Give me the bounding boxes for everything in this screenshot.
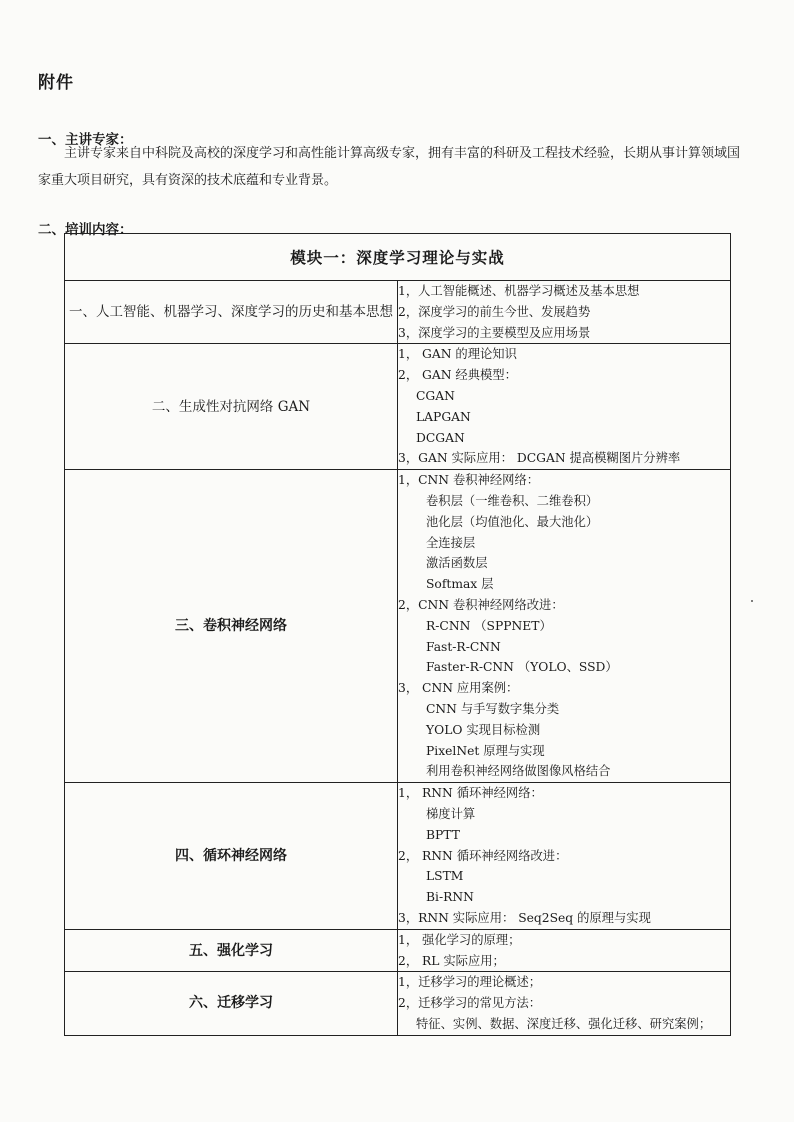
table-row <box>65 972 731 1035</box>
detail-line: CNN 与手写数字集分类 <box>426 701 560 716</box>
detail-line: 2， GAN 经典模型： <box>398 368 517 383</box>
topic-cell: 一、人工智能、机器学习、深度学习的历史和基本思想 <box>65 281 398 344</box>
detail-line: 激活函数层 <box>426 556 488 571</box>
detail-line: Fast-R-CNN <box>426 639 501 654</box>
detail-cell <box>398 344 731 470</box>
detail-line: 3，RNN 实际应用： Seq2Seq 的原理与实现 <box>398 910 651 925</box>
topic-cell: 六、迁移学习 <box>65 972 398 1035</box>
detail-line: 2，迁移学习的常见方法： <box>398 996 542 1011</box>
detail-line: 1，人工智能概述、机器学习概述及基本思想 <box>398 284 640 298</box>
detail-line: Softmax 层 <box>426 577 494 592</box>
detail-line: 全连接层 <box>426 535 476 550</box>
detail-line: 1， RNN 循环神经网络： <box>398 786 543 801</box>
detail-line: 2，深度学习的前生今世、发展趋势 <box>398 304 591 319</box>
detail-line: 3，深度学习的主要模型及应用场景 <box>398 325 591 340</box>
detail-line: 2，CNN 卷积神经网络改进： <box>398 597 564 612</box>
detail-line: 2， RNN 循环神经网络改进： <box>398 848 568 863</box>
table-row <box>65 783 731 930</box>
detail-line: 1， 强化学习的原理； <box>398 932 521 947</box>
detail-line: CGAN <box>416 388 455 403</box>
detail-line: BPTT <box>426 827 460 842</box>
experts-paragraph: 主讲专家来自中科院及高校的深度学习和高性能计算高级专家，拥有丰富的科研及工程技术经验，长期从事计算领域国家重大项目研究，具有资深的技术底蕴和专业背景。 <box>38 146 741 188</box>
topic-cell: 三、卷积神经网络 <box>65 470 398 783</box>
table-row <box>65 344 731 470</box>
scan-speck <box>751 600 753 602</box>
detail-line: LSTM <box>426 869 464 884</box>
detail-line: 3，GAN 实际应用： DCGAN 提高模糊图片分辨率 <box>398 451 681 466</box>
topic-cell: 二、生成性对抗网络 GAN <box>65 344 398 470</box>
training-content-table <box>64 233 731 1036</box>
detail-line: 1，迁移学习的理论概述； <box>398 975 542 990</box>
topic-cell: 五、强化学习 <box>65 929 398 972</box>
detail-line: PixelNet 原理与实现 <box>426 743 545 758</box>
detail-line: 池化层（均值池化、最大池化） <box>426 514 599 529</box>
detail-line: 3， CNN 应用案例： <box>398 681 519 696</box>
section-heading-training: 二、培训内容： <box>38 222 133 238</box>
detail-cell <box>398 470 731 783</box>
detail-line: R-CNN （SPPNET） <box>426 618 552 633</box>
table-row <box>65 929 731 972</box>
detail-line: 1， GAN 的理论知识 <box>398 347 517 362</box>
detail-cell <box>398 929 731 972</box>
detail-line: 特征、实例、数据、深度迁移、强化迁移、研究案例； <box>416 1016 712 1031</box>
detail-line: 2， RL 实际应用； <box>398 953 505 968</box>
detail-line: YOLO 实现目标检测 <box>426 722 541 737</box>
topic-cell: 四、循环神经网络 <box>65 783 398 930</box>
module-header-row <box>65 234 731 281</box>
module-title: 模块一：深度学习理论与实战 <box>65 234 731 281</box>
detail-line: DCGAN <box>416 430 465 445</box>
detail-line: 卷积层（一维卷积、二维卷积） <box>426 493 599 508</box>
detail-cell <box>398 972 731 1035</box>
page-title: 附件 <box>38 73 74 93</box>
detail-line: 梯度计算 <box>426 806 476 821</box>
detail-line: 1，CNN 卷积神经网络： <box>398 473 540 488</box>
detail-line: Faster-R-CNN （YOLO、SSD） <box>426 660 618 675</box>
table-row <box>65 470 731 783</box>
table-row <box>65 281 731 344</box>
section-heading-experts: 一、主讲专家： <box>38 132 133 148</box>
detail-cell <box>398 783 731 930</box>
detail-cell <box>398 281 731 344</box>
detail-line: 利用卷积神经网络做图像风格结合 <box>426 764 611 779</box>
detail-line: Bi-RNN <box>426 890 474 905</box>
detail-line: LAPGAN <box>416 409 471 424</box>
